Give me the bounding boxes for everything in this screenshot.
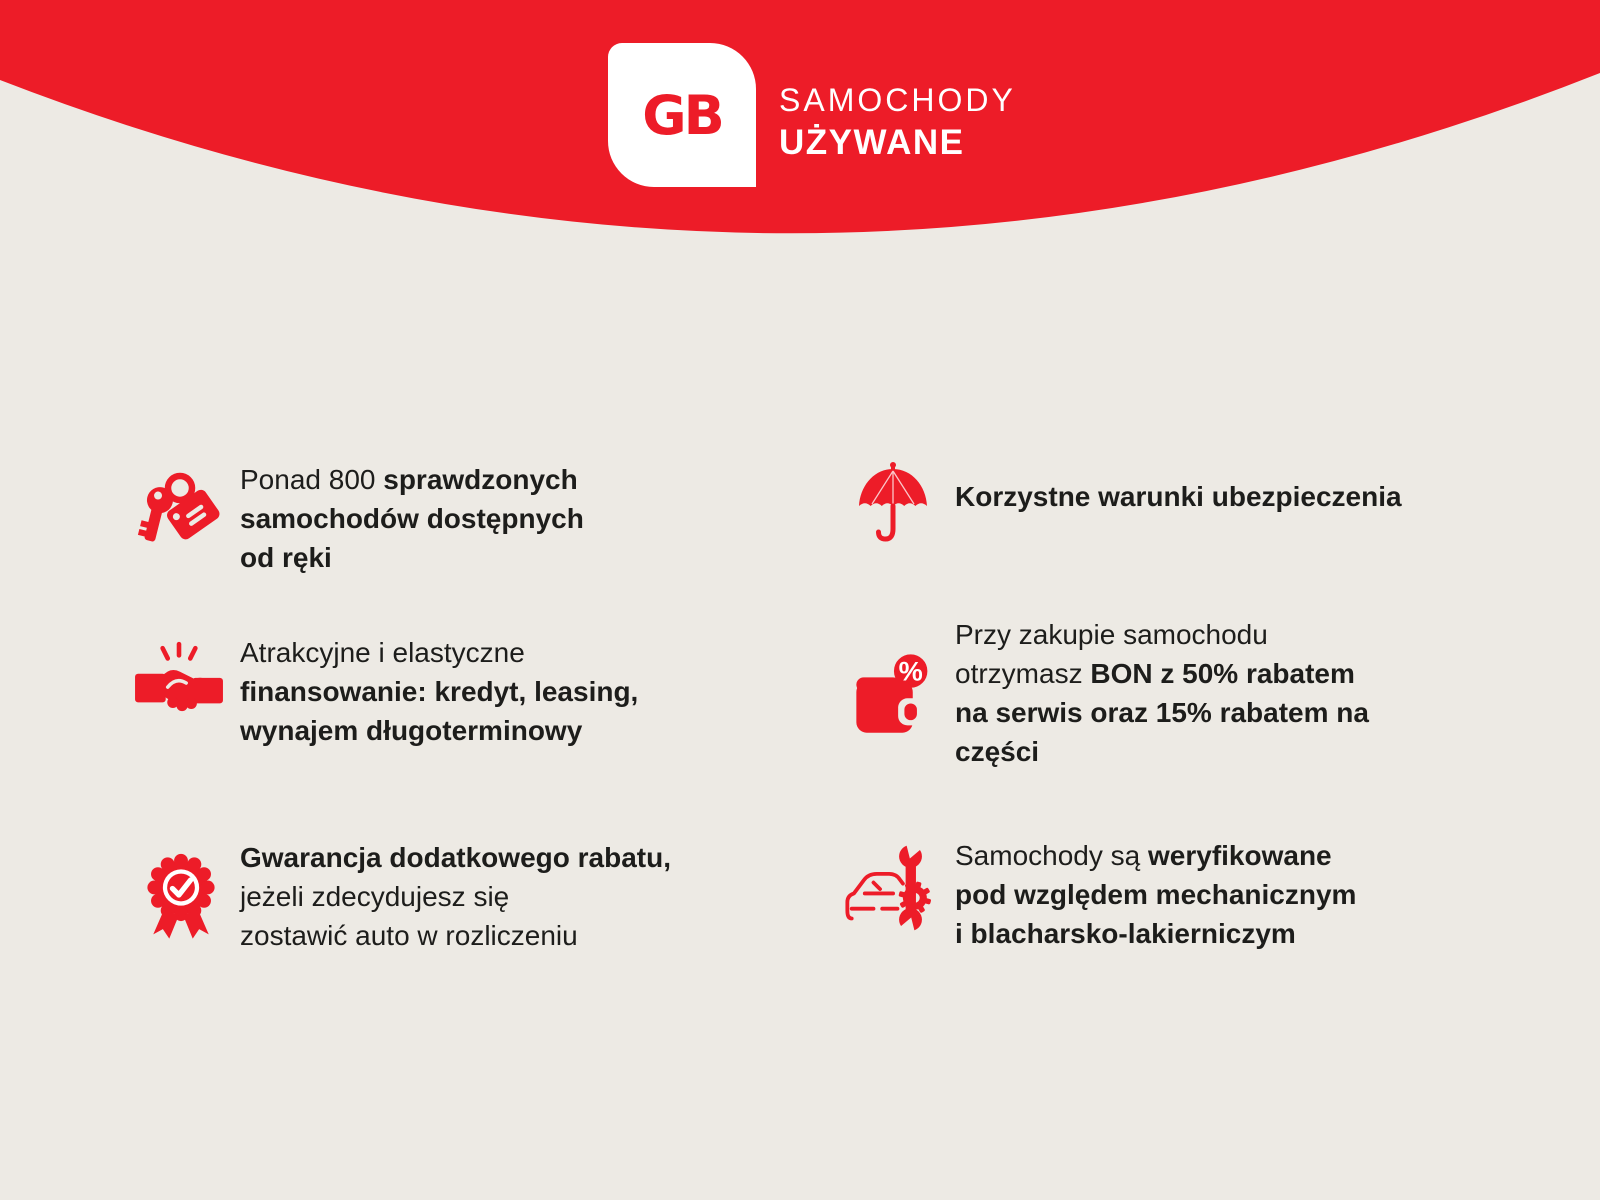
quality-badge-icon xyxy=(133,846,229,946)
brand-name-line1: SAMOCHODY xyxy=(779,82,1016,118)
feature-available-cars xyxy=(133,460,584,577)
feature-service-bonus xyxy=(848,615,1369,771)
text-line: finansowanie: kredyt, leasing, xyxy=(240,676,639,707)
text-line: zostawić auto w rozliczeniu xyxy=(240,920,578,951)
car-service-icon xyxy=(843,838,941,938)
brand-wordmark xyxy=(779,84,1016,161)
feature-text xyxy=(955,477,1402,516)
brand-name-line2: UŻYWANE xyxy=(779,122,965,162)
header-banner-curve xyxy=(0,0,1600,400)
feature-text xyxy=(955,615,1369,771)
feature-insurance xyxy=(848,455,1402,547)
text-line: Samochody są weryfikowane xyxy=(955,840,1332,871)
umbrella-icon xyxy=(848,455,938,547)
feature-verification xyxy=(843,836,1356,953)
text-line: wynajem długoterminowy xyxy=(240,715,583,746)
text-line: Ponad 800 sprawdzonych xyxy=(240,464,578,495)
feature-text xyxy=(240,460,584,577)
text-line: od ręki xyxy=(240,542,332,573)
text-line: Korzystne warunki ubezpieczenia xyxy=(955,481,1402,512)
wallet-discount-icon xyxy=(848,643,942,743)
brand-monogram: GB xyxy=(642,83,722,147)
text-line: samochodów dostępnych xyxy=(240,503,584,534)
text-line: części xyxy=(955,736,1040,767)
text-line: i blacharsko-lakierniczym xyxy=(955,918,1296,949)
text-line: Atrakcyjne i elastyczne xyxy=(240,637,525,668)
text-line: na serwis oraz 15% rabatem na xyxy=(955,697,1369,728)
feature-discount-guarantee xyxy=(133,838,671,955)
text-line: pod względem mechanicznym xyxy=(955,879,1357,910)
text-line: otrzymasz BON z 50% rabatem xyxy=(955,658,1355,689)
feature-text xyxy=(955,836,1356,953)
text-line: Przy zakupie samochodu xyxy=(955,619,1268,650)
car-keys-tag-icon xyxy=(133,464,223,554)
feature-text xyxy=(240,633,638,750)
text-line: jeżeli zdecydujesz się xyxy=(240,881,510,912)
feature-text xyxy=(240,838,671,955)
feature-financing xyxy=(133,633,638,750)
brand-logo-box xyxy=(608,43,756,187)
handshake-icon xyxy=(133,638,225,730)
text-line: Gwarancja dodatkowego rabatu, xyxy=(240,842,671,873)
